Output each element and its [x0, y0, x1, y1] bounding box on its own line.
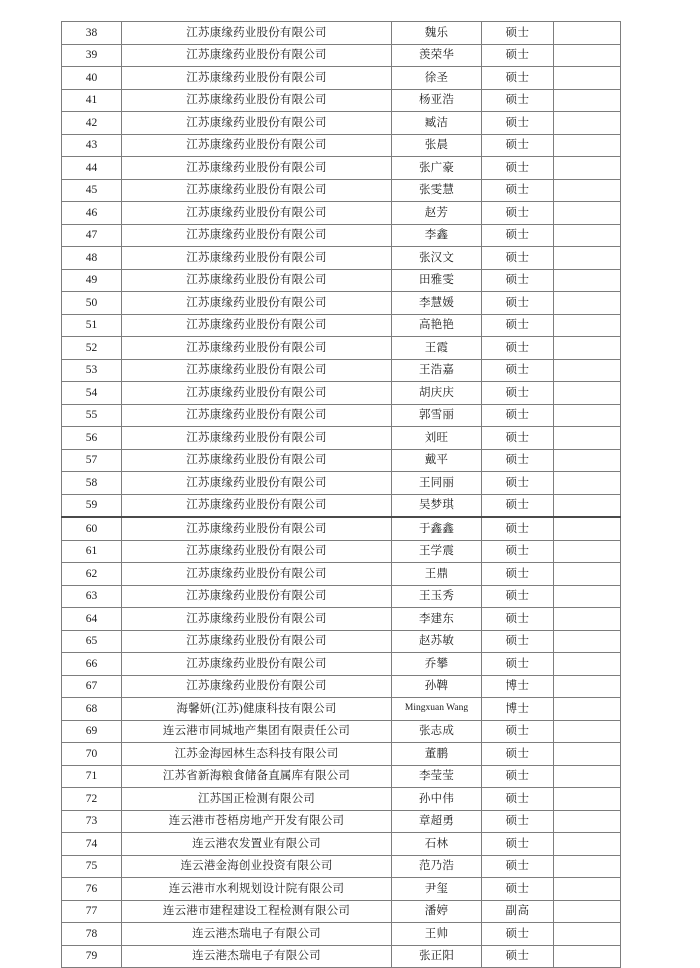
cell-degree: 硕士 [482, 179, 554, 202]
cell-person-name: 刘旺 [392, 427, 482, 450]
cell-person-name: 王霞 [392, 337, 482, 360]
cell-row-number: 39 [62, 44, 122, 67]
cell-blank [554, 449, 621, 472]
cell-organization: 江苏康缘药业股份有限公司 [122, 472, 392, 495]
cell-degree: 硕士 [482, 449, 554, 472]
cell-degree: 硕士 [482, 563, 554, 586]
cell-person-name: 王学震 [392, 540, 482, 563]
cell-blank [554, 89, 621, 112]
cell-person-name: 李莹莹 [392, 765, 482, 788]
cell-degree: 硕士 [482, 382, 554, 405]
cell-row-number: 53 [62, 359, 122, 382]
cell-organization: 江苏康缘药业股份有限公司 [122, 157, 392, 180]
cell-person-name: 王鼎 [392, 563, 482, 586]
cell-person-name: 李建东 [392, 608, 482, 631]
cell-person-name: 范乃浩 [392, 855, 482, 878]
cell-row-number: 67 [62, 675, 122, 698]
cell-person-name: 乔攀 [392, 653, 482, 676]
roster-table-container [61, 21, 620, 968]
cell-organization: 江苏省新海粮食储备直属库有限公司 [122, 765, 392, 788]
cell-person-name: 张广豪 [392, 157, 482, 180]
table-row [62, 89, 621, 112]
cell-row-number: 76 [62, 878, 122, 901]
cell-organization: 江苏康缘药业股份有限公司 [122, 585, 392, 608]
cell-blank [554, 585, 621, 608]
cell-blank [554, 900, 621, 923]
cell-blank [554, 698, 621, 721]
table-row [62, 427, 621, 450]
table-row [62, 157, 621, 180]
cell-organization: 江苏康缘药业股份有限公司 [122, 359, 392, 382]
cell-person-name: 郭雪丽 [392, 404, 482, 427]
cell-row-number: 70 [62, 743, 122, 766]
table-row [62, 112, 621, 135]
cell-blank [554, 923, 621, 946]
cell-degree: 博士 [482, 698, 554, 721]
cell-person-name: 董鹏 [392, 743, 482, 766]
cell-degree: 硕士 [482, 44, 554, 67]
cell-organization: 江苏康缘药业股份有限公司 [122, 653, 392, 676]
table-row [62, 585, 621, 608]
cell-degree: 硕士 [482, 855, 554, 878]
cell-row-number: 78 [62, 923, 122, 946]
cell-row-number: 65 [62, 630, 122, 653]
cell-organization: 海馨妍(江苏)健康科技有限公司 [122, 698, 392, 721]
cell-organization: 江苏康缘药业股份有限公司 [122, 608, 392, 631]
cell-person-name: 臧洁 [392, 112, 482, 135]
cell-organization: 连云港市苍梧房地产开发有限公司 [122, 810, 392, 833]
cell-degree: 硕士 [482, 314, 554, 337]
cell-organization: 江苏康缘药业股份有限公司 [122, 247, 392, 270]
cell-person-name: 赵芳 [392, 202, 482, 225]
cell-degree: 硕士 [482, 337, 554, 360]
cell-person-name: 孙中伟 [392, 788, 482, 811]
cell-person-name: 王浩嘉 [392, 359, 482, 382]
cell-blank [554, 359, 621, 382]
table-row [62, 404, 621, 427]
cell-row-number: 42 [62, 112, 122, 135]
cell-row-number: 48 [62, 247, 122, 270]
cell-row-number: 69 [62, 720, 122, 743]
cell-row-number: 59 [62, 494, 122, 517]
cell-blank [554, 878, 621, 901]
cell-organization: 江苏康缘药业股份有限公司 [122, 494, 392, 517]
cell-organization: 连云港市水利规划设计院有限公司 [122, 878, 392, 901]
table-row [62, 608, 621, 631]
cell-row-number: 60 [62, 517, 122, 540]
table-row [62, 22, 621, 45]
cell-degree: 硕士 [482, 22, 554, 45]
table-row [62, 923, 621, 946]
cell-person-name: 潘婷 [392, 900, 482, 923]
table-row [62, 720, 621, 743]
cell-row-number: 72 [62, 788, 122, 811]
cell-row-number: 46 [62, 202, 122, 225]
cell-blank [554, 247, 621, 270]
table-row [62, 67, 621, 90]
cell-blank [554, 224, 621, 247]
cell-blank [554, 653, 621, 676]
cell-organization: 江苏康缘药业股份有限公司 [122, 179, 392, 202]
cell-person-name: 胡庆庆 [392, 382, 482, 405]
cell-person-name: 孙鞞 [392, 675, 482, 698]
cell-organization: 江苏康缘药业股份有限公司 [122, 224, 392, 247]
cell-person-name: 赵苏敏 [392, 630, 482, 653]
cell-blank [554, 675, 621, 698]
cell-degree: 硕士 [482, 157, 554, 180]
cell-organization: 江苏康缘药业股份有限公司 [122, 269, 392, 292]
cell-row-number: 71 [62, 765, 122, 788]
cell-degree: 硕士 [482, 630, 554, 653]
cell-organization: 江苏金海园林生态科技有限公司 [122, 743, 392, 766]
cell-person-name: 魏乐 [392, 22, 482, 45]
cell-row-number: 68 [62, 698, 122, 721]
cell-blank [554, 404, 621, 427]
cell-person-name: 李鑫 [392, 224, 482, 247]
cell-degree: 硕士 [482, 945, 554, 968]
cell-organization: 江苏康缘药业股份有限公司 [122, 89, 392, 112]
table-row [62, 202, 621, 225]
cell-organization: 连云港杰瑞电子有限公司 [122, 923, 392, 946]
table-row [62, 314, 621, 337]
cell-organization: 江苏康缘药业股份有限公司 [122, 44, 392, 67]
cell-blank [554, 112, 621, 135]
table-row [62, 382, 621, 405]
table-row [62, 945, 621, 968]
cell-person-name: 张晨 [392, 134, 482, 157]
roster-table [61, 21, 621, 968]
cell-blank [554, 314, 621, 337]
cell-degree: 硕士 [482, 923, 554, 946]
cell-organization: 江苏康缘药业股份有限公司 [122, 449, 392, 472]
table-row [62, 337, 621, 360]
cell-organization: 江苏康缘药业股份有限公司 [122, 67, 392, 90]
table-row [62, 698, 621, 721]
table-row [62, 765, 621, 788]
cell-degree: 硕士 [482, 653, 554, 676]
cell-organization: 江苏康缘药业股份有限公司 [122, 292, 392, 315]
cell-row-number: 57 [62, 449, 122, 472]
table-row [62, 855, 621, 878]
cell-blank [554, 134, 621, 157]
cell-organization: 江苏康缘药业股份有限公司 [122, 517, 392, 540]
cell-degree: 硕士 [482, 292, 554, 315]
cell-organization: 连云港杰瑞电子有限公司 [122, 945, 392, 968]
table-row [62, 653, 621, 676]
cell-degree: 硕士 [482, 67, 554, 90]
cell-organization: 连云港金海创业投资有限公司 [122, 855, 392, 878]
cell-blank [554, 157, 621, 180]
cell-person-name: 李慧媛 [392, 292, 482, 315]
cell-row-number: 49 [62, 269, 122, 292]
cell-row-number: 79 [62, 945, 122, 968]
table-row [62, 810, 621, 833]
cell-blank [554, 563, 621, 586]
cell-person-name: 王帅 [392, 923, 482, 946]
table-row [62, 449, 621, 472]
cell-degree: 硕士 [482, 224, 554, 247]
table-row [62, 224, 621, 247]
cell-degree: 硕士 [482, 427, 554, 450]
cell-degree: 硕士 [482, 517, 554, 540]
cell-row-number: 44 [62, 157, 122, 180]
cell-person-name: 王玉秀 [392, 585, 482, 608]
cell-degree: 硕士 [482, 202, 554, 225]
cell-row-number: 77 [62, 900, 122, 923]
cell-blank [554, 833, 621, 856]
cell-person-name: 张正阳 [392, 945, 482, 968]
cell-blank [554, 810, 621, 833]
cell-organization: 江苏国正检测有限公司 [122, 788, 392, 811]
cell-row-number: 66 [62, 653, 122, 676]
cell-blank [554, 179, 621, 202]
cell-row-number: 52 [62, 337, 122, 360]
cell-degree: 硕士 [482, 540, 554, 563]
cell-row-number: 73 [62, 810, 122, 833]
cell-degree: 硕士 [482, 608, 554, 631]
cell-organization: 江苏康缘药业股份有限公司 [122, 563, 392, 586]
cell-organization: 江苏康缘药业股份有限公司 [122, 337, 392, 360]
cell-blank [554, 67, 621, 90]
cell-blank [554, 427, 621, 450]
cell-person-name: 章超勇 [392, 810, 482, 833]
cell-blank [554, 44, 621, 67]
cell-blank [554, 743, 621, 766]
table-row [62, 788, 621, 811]
cell-person-name: 徐圣 [392, 67, 482, 90]
table-row [62, 900, 621, 923]
cell-person-name: 尹玺 [392, 878, 482, 901]
cell-organization: 江苏康缘药业股份有限公司 [122, 134, 392, 157]
cell-blank [554, 540, 621, 563]
cell-row-number: 61 [62, 540, 122, 563]
cell-blank [554, 382, 621, 405]
cell-degree: 硕士 [482, 134, 554, 157]
cell-blank [554, 292, 621, 315]
table-row [62, 675, 621, 698]
cell-degree: 硕士 [482, 833, 554, 856]
cell-organization: 江苏康缘药业股份有限公司 [122, 202, 392, 225]
cell-degree: 硕士 [482, 765, 554, 788]
cell-organization: 江苏康缘药业股份有限公司 [122, 382, 392, 405]
cell-row-number: 50 [62, 292, 122, 315]
cell-organization: 江苏康缘药业股份有限公司 [122, 404, 392, 427]
cell-row-number: 56 [62, 427, 122, 450]
cell-blank [554, 269, 621, 292]
cell-degree: 硕士 [482, 89, 554, 112]
cell-blank [554, 788, 621, 811]
cell-row-number: 75 [62, 855, 122, 878]
cell-degree: 硕士 [482, 404, 554, 427]
table-row [62, 179, 621, 202]
cell-organization: 连云港农发置业有限公司 [122, 833, 392, 856]
cell-organization: 江苏康缘药业股份有限公司 [122, 112, 392, 135]
cell-person-name: 杨亚浩 [392, 89, 482, 112]
table-row [62, 563, 621, 586]
cell-degree: 硕士 [482, 472, 554, 495]
table-row [62, 630, 621, 653]
cell-degree: 硕士 [482, 269, 554, 292]
cell-blank [554, 945, 621, 968]
cell-degree: 副高 [482, 900, 554, 923]
cell-degree: 硕士 [482, 743, 554, 766]
cell-blank [554, 720, 621, 743]
table-row [62, 472, 621, 495]
cell-degree: 硕士 [482, 585, 554, 608]
cell-person-name: 吴梦琪 [392, 494, 482, 517]
cell-row-number: 41 [62, 89, 122, 112]
table-row [62, 833, 621, 856]
table-row [62, 359, 621, 382]
cell-blank [554, 494, 621, 517]
cell-organization: 江苏康缘药业股份有限公司 [122, 427, 392, 450]
table-row [62, 269, 621, 292]
cell-organization: 连云港市同城地产集团有限责任公司 [122, 720, 392, 743]
cell-degree: 硕士 [482, 810, 554, 833]
cell-person-name: 张汉文 [392, 247, 482, 270]
cell-person-name: 于鑫鑫 [392, 517, 482, 540]
cell-degree: 硕士 [482, 788, 554, 811]
cell-row-number: 64 [62, 608, 122, 631]
cell-row-number: 54 [62, 382, 122, 405]
cell-person-name: 羡荣华 [392, 44, 482, 67]
cell-row-number: 43 [62, 134, 122, 157]
cell-organization: 连云港市建程建设工程检测有限公司 [122, 900, 392, 923]
cell-row-number: 47 [62, 224, 122, 247]
cell-blank [554, 337, 621, 360]
cell-degree: 博士 [482, 675, 554, 698]
cell-row-number: 38 [62, 22, 122, 45]
table-row [62, 878, 621, 901]
cell-person-name: 高艳艳 [392, 314, 482, 337]
table-row [62, 517, 621, 540]
cell-degree: 硕士 [482, 247, 554, 270]
cell-row-number: 51 [62, 314, 122, 337]
cell-person-name: 田雅雯 [392, 269, 482, 292]
table-row [62, 540, 621, 563]
roster-table-body [62, 22, 621, 968]
cell-person-name: 张雯慧 [392, 179, 482, 202]
table-row [62, 292, 621, 315]
cell-row-number: 74 [62, 833, 122, 856]
cell-blank [554, 630, 621, 653]
cell-organization: 江苏康缘药业股份有限公司 [122, 314, 392, 337]
cell-row-number: 62 [62, 563, 122, 586]
cell-row-number: 58 [62, 472, 122, 495]
cell-organization: 江苏康缘药业股份有限公司 [122, 22, 392, 45]
table-row [62, 743, 621, 766]
cell-person-name: Mingxuan Wang [392, 698, 482, 721]
cell-person-name: 戴平 [392, 449, 482, 472]
table-row [62, 134, 621, 157]
cell-row-number: 40 [62, 67, 122, 90]
cell-degree: 硕士 [482, 359, 554, 382]
cell-organization: 江苏康缘药业股份有限公司 [122, 630, 392, 653]
cell-person-name: 张志成 [392, 720, 482, 743]
cell-person-name: 石林 [392, 833, 482, 856]
cell-blank [554, 202, 621, 225]
cell-row-number: 45 [62, 179, 122, 202]
cell-blank [554, 608, 621, 631]
cell-blank [554, 765, 621, 788]
cell-organization: 江苏康缘药业股份有限公司 [122, 675, 392, 698]
cell-person-name: 王同丽 [392, 472, 482, 495]
cell-degree: 硕士 [482, 494, 554, 517]
cell-row-number: 63 [62, 585, 122, 608]
cell-blank [554, 22, 621, 45]
cell-organization: 江苏康缘药业股份有限公司 [122, 540, 392, 563]
cell-blank [554, 855, 621, 878]
cell-degree: 硕士 [482, 720, 554, 743]
cell-blank [554, 517, 621, 540]
table-row [62, 247, 621, 270]
cell-degree: 硕士 [482, 878, 554, 901]
table-row [62, 494, 621, 517]
cell-blank [554, 472, 621, 495]
cell-row-number: 55 [62, 404, 122, 427]
table-row [62, 44, 621, 67]
cell-degree: 硕士 [482, 112, 554, 135]
